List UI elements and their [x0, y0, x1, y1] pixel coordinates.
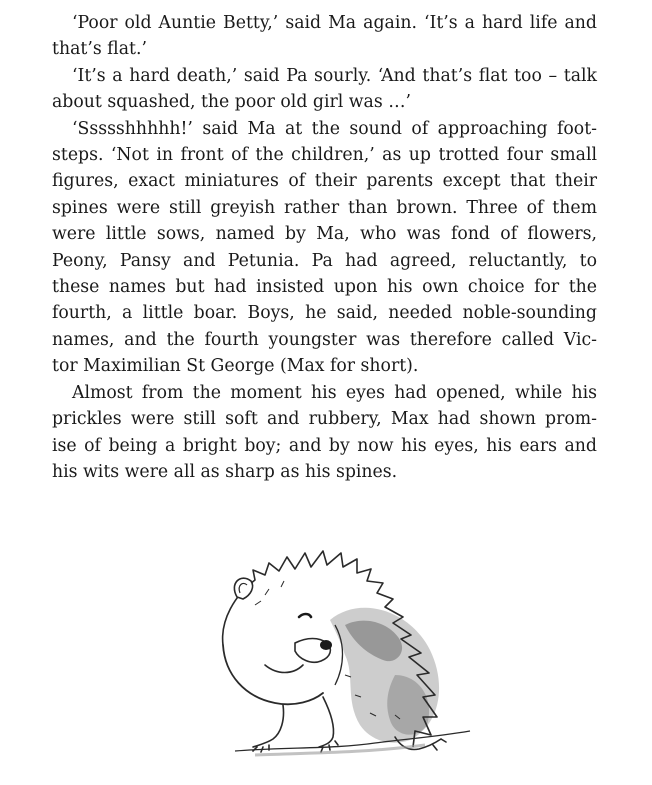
front-leg-right: [319, 697, 338, 752]
text-line: steps. ‘Not in front of the children,’ as up trotted four small: [52, 145, 597, 166]
text-line: Peony, Pansy and Petunia. Pa had agreed, reluctantly, to: [52, 250, 597, 271]
text-line: that’s flat.’: [52, 39, 147, 60]
hedgehog-illustration-icon: [195, 525, 485, 775]
ear: [234, 578, 252, 599]
text-line: fourth, a little boar. Boys, he said, needed noble-sounding: [52, 303, 597, 324]
mouth: [265, 665, 303, 673]
text-line: his wits were all as sharp as his spines.: [52, 461, 398, 482]
text-line: prickles were still soft and rubbery, Max had shown prom-: [52, 409, 597, 430]
text-line: about squashed, the poor old girl was …’: [52, 92, 411, 113]
front-leg-left: [253, 705, 284, 752]
text-line: ‘It’s a hard death,’ said Pa sourly. ‘And that’s flat too – talk: [72, 65, 597, 86]
eye: [299, 614, 311, 617]
text-line: Almost from the moment his eyes had opened, while his: [72, 382, 597, 403]
nose: [320, 640, 332, 650]
text-line: names, and the fourth youngster was therefore called Vic-: [52, 329, 597, 350]
text-line: were little sows, named by Ma, who was fond of flowers,: [52, 224, 597, 245]
text-line: ise of being a bright boy; and by now his eyes, his ears and: [52, 435, 597, 456]
text-line: ‘Poor old Auntie Betty,’ said Ma again. ‘It’s a hard life and: [72, 13, 597, 33]
text-line: spines were still greyish rather than brown. Three of them: [52, 197, 597, 218]
text-line: figures, exact miniatures of their parents except that their: [52, 171, 597, 192]
text-line: these names but had insisted upon his own choice for the: [52, 277, 597, 298]
text-line: tor Maximilian St George (Max for short).: [52, 356, 419, 377]
story-text: [52, 10, 597, 485]
text-line: ‘Ssssshhhhh!’ said Ma at the sound of approaching foot-: [72, 118, 597, 139]
